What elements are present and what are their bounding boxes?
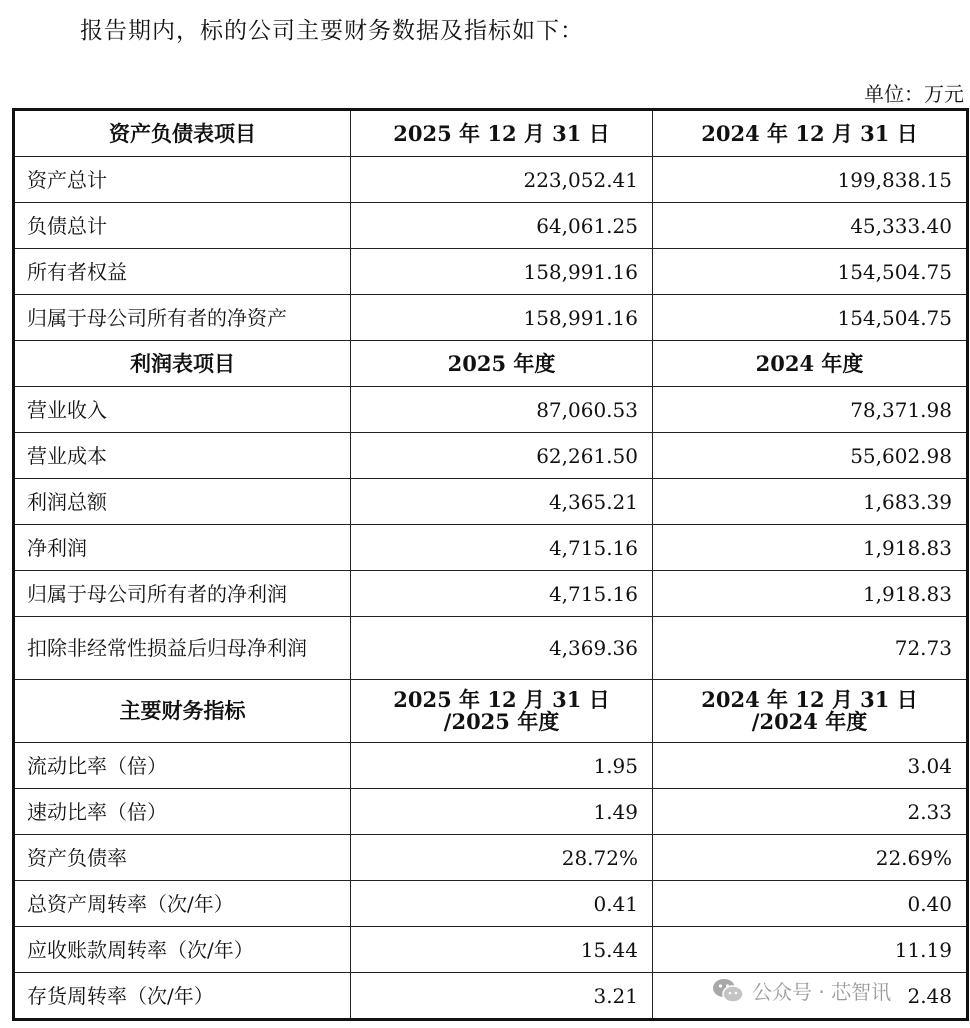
row-label-cell: 归属于母公司所有者的净利润 [14,571,351,617]
income-statement-header-cell: 2025 年度 [351,341,653,387]
table-row [14,387,968,433]
value-cell: 64,061.25 [351,203,653,249]
row-label-cell: 流动比率（倍） [14,743,351,789]
value-cell: 223,052.41 [351,157,653,203]
value-cell: 0.41 [351,881,653,927]
row-label-cell: 资产总计 [14,157,351,203]
value-cell: 1,918.83 [653,525,968,571]
value-cell: 72.73 [653,617,968,680]
value-cell: 3.04 [653,743,968,789]
table-row [14,249,968,295]
row-label-cell: 归属于母公司所有者的净资产 [14,295,351,341]
value-cell: 62,261.50 [351,433,653,479]
value-cell: 154,504.75 [653,249,968,295]
value-cell: 158,991.16 [351,249,653,295]
balance-sheet-header-cell: 2025 年 12 月 31 日 [351,110,653,157]
value-cell: 4,715.16 [351,525,653,571]
value-cell: 4,365.21 [351,479,653,525]
table-row [14,571,968,617]
table-row [14,927,968,973]
value-cell: 3.21 [351,973,653,1020]
intro-text: 报告期内，标的公司主要财务数据及指标如下： [80,18,584,44]
table-row [14,743,968,789]
row-label-cell: 资产负债率 [14,835,351,881]
unit-label: 单位：万元 [864,82,964,106]
value-cell: 2.33 [653,789,968,835]
value-cell: 199,838.15 [653,157,968,203]
row-label-cell: 利润总额 [14,479,351,525]
key-indicators-header-cell: 2025 年 12 月 31 日 /2025 年度 [351,680,653,743]
value-cell: 11.19 [653,927,968,973]
value-cell: 28.72% [351,835,653,881]
row-label-cell: 应收账款周转率（次/年） [14,927,351,973]
row-label-cell: 净利润 [14,525,351,571]
income-statement-header-cell: 2024 年度 [653,341,968,387]
table-row [14,973,968,1020]
table-row [14,525,968,571]
value-cell: 78,371.98 [653,387,968,433]
row-label-cell: 负债总计 [14,203,351,249]
value-cell: 22.69% [653,835,968,881]
table-row [14,157,968,203]
table-row [14,617,968,680]
table-row [14,789,968,835]
balance-sheet-header-cell: 2024 年 12 月 31 日 [653,110,968,157]
income-statement-header-row [14,341,968,387]
value-cell: 55,602.98 [653,433,968,479]
key-indicators-header-cell: 主要财务指标 [14,680,351,743]
row-label-cell: 总资产周转率（次/年） [14,881,351,927]
balance-sheet-header-row [14,110,968,157]
key-indicators-header-cell: 2024 年 12 月 31 日 /2024 年度 [653,680,968,743]
value-cell: 4,715.16 [351,571,653,617]
value-cell: 87,060.53 [351,387,653,433]
value-cell: 15.44 [351,927,653,973]
table-row [14,479,968,525]
table-row [14,881,968,927]
table-row [14,433,968,479]
value-cell: 158,991.16 [351,295,653,341]
value-cell: 4,369.36 [351,617,653,680]
row-label-cell: 存货周转率（次/年） [14,973,351,1020]
row-label-cell: 扣除非经常性损益后归母净利润 [14,617,351,680]
value-cell: 1.49 [351,789,653,835]
income-statement-header-cell: 利润表项目 [14,341,351,387]
financial-table-body [14,110,968,1020]
row-label-cell: 速动比率（倍） [14,789,351,835]
table-row [14,295,968,341]
value-cell: 1.95 [351,743,653,789]
watermark-text: 公众号 · 芯智讯 [752,980,892,1004]
key-indicators-header-row [14,680,968,743]
table-row [14,835,968,881]
row-label-cell: 所有者权益 [14,249,351,295]
value-cell: 0.40 [653,881,968,927]
value-cell: 2.48 [653,973,968,1020]
row-label-cell: 营业成本 [14,433,351,479]
financial-data-table [12,108,969,1021]
balance-sheet-header-cell: 资产负债表项目 [14,110,351,157]
value-cell: 45,333.40 [653,203,968,249]
table-row [14,203,968,249]
value-cell: 1,683.39 [653,479,968,525]
value-cell: 154,504.75 [653,295,968,341]
row-label-cell: 营业收入 [14,387,351,433]
value-cell: 1,918.83 [653,571,968,617]
